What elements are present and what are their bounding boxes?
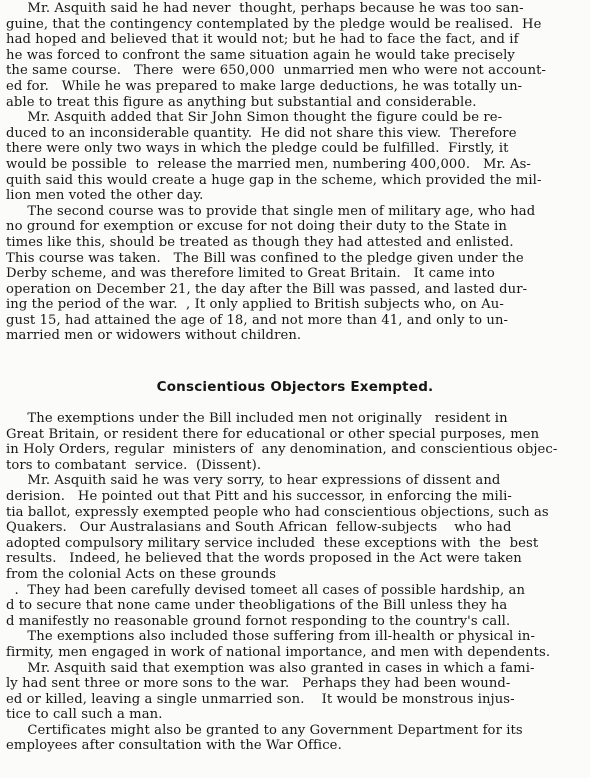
text-line: duced to an inconsiderable quantity. He did not share this view. Therefore — [6, 125, 517, 141]
text-line: would be possible to release the married men, numbering 400,000. Mr. As- — [6, 156, 531, 172]
text-line: derision. He pointed out that Pitt and his successor, in enforcing the mili- — [6, 488, 512, 504]
section-exemptions-paragraphs — [6, 411, 588, 754]
text-line: married men or widowers without children. — [6, 328, 302, 344]
text-line: Mr. Asquith said he had never thought, perhaps because he was too san- — [6, 1, 524, 16]
text-line: Derby scheme, and was therefore limited to Great Britain. It came into — [6, 266, 495, 282]
text-line: gust 15, had attained the age of 18, and not more than 41, and only to un- — [6, 312, 509, 328]
text-line: times like this, should be treated as though they had attested and enlisted. — [6, 234, 514, 250]
text-line: operation on December 21, the day after the Bill was passed, and lasted dur- — [6, 281, 528, 297]
text-line: Mr. Asquith said he was very sorry, to hear expressions of dissent and — [6, 473, 501, 489]
text-line: he was forced to confront the same situation again he would take precisely — [6, 47, 515, 63]
text-line: firmity, men engaged in work of national importance, and men with dependents. — [6, 644, 551, 660]
text-line: The exemptions also included those suffering from ill-health or physical in- — [6, 629, 536, 645]
text-line: The second course was to provide that single men of military age, who had — [6, 203, 536, 219]
text-line: the same course. There were 650,000 unmarried men who were not account- — [6, 63, 547, 79]
text-line: ed or killed, leaving a single unmarried son. It would be monstrous injus- — [6, 691, 515, 707]
text-line: . They had been carefully devised tomeet all cases of possible hardship, an — [6, 582, 526, 598]
text-line: had hoped and believed that it would not; but he had to face the fact, and if — [6, 32, 519, 48]
text-line: employees after consultation with the War Office. — [6, 738, 342, 754]
text-line: Quakers. Our Australasians and South African fellow-subjects who had — [6, 520, 512, 536]
text-line: Certificates might also be granted to any Government Department for its — [6, 722, 523, 738]
text-line: Great Britain, or resident there for educational or other special purposes, men — [6, 426, 540, 442]
text-line: results. Indeed, he believed that the words proposed in the Act were taken — [6, 551, 522, 567]
text-line: Mr. Asquith said that exemption was also granted in cases in which a fami- — [6, 660, 535, 676]
section-heading: Conscientious Objectors Exempted. — [156, 379, 434, 395]
text-line: This course was taken. The Bill was confined to the pledge given under the — [6, 250, 524, 266]
text-line: d manifestly no reasonable ground fornot responding to the country's call. — [6, 613, 511, 629]
text-line: no ground for exemption or excuse for not doing their duty to the State in — [6, 219, 507, 235]
text-line: Mr. Asquith added that Sir John Simon thought the figure could be re- — [6, 110, 503, 126]
text-line: ly had sent three or more sons to the war. Perhaps they had been wound- — [6, 676, 511, 692]
text-line: there were only two ways in which the pledge could be fulfilled. Firstly, it — [6, 141, 509, 157]
text-line: guine, that the contingency contemplated by the pledge would be realised. He — [6, 16, 542, 32]
text-line: quith said this would create a huge gap in the scheme, which provided the mil- — [6, 172, 542, 188]
text-line: tice to call such a man. — [6, 707, 163, 723]
text-line: adopted compulsory military service included these exceptions with the best — [6, 535, 539, 551]
text-line: ing the period of the war. , It only applied to British subjects who, on Au- — [6, 297, 504, 313]
text-line: lion men voted the other day. — [6, 188, 204, 204]
text-line: The exemptions under the Bill included men not originally resident in — [6, 411, 508, 426]
text-line: tors to combatant service. (Dissent). — [6, 457, 262, 473]
text-line: tia ballot, expressly exempted people who had conscientious objections, such as — [6, 504, 549, 520]
text-line: in Holy Orders, regular ministers of any denomination, and conscientious objec- — [6, 442, 558, 458]
section-pledge-paragraphs — [6, 1, 588, 344]
text-line: able to treat this figure as anything but substantial and considerable. — [6, 94, 477, 110]
text-line: ed for. While he was prepared to make large deductions, he was totally un- — [6, 78, 523, 94]
text-line: from the colonial Acts on these grounds — [6, 566, 277, 582]
text-line: d to secure that none came under theobligations of the Bill unless they ha — [6, 598, 508, 614]
